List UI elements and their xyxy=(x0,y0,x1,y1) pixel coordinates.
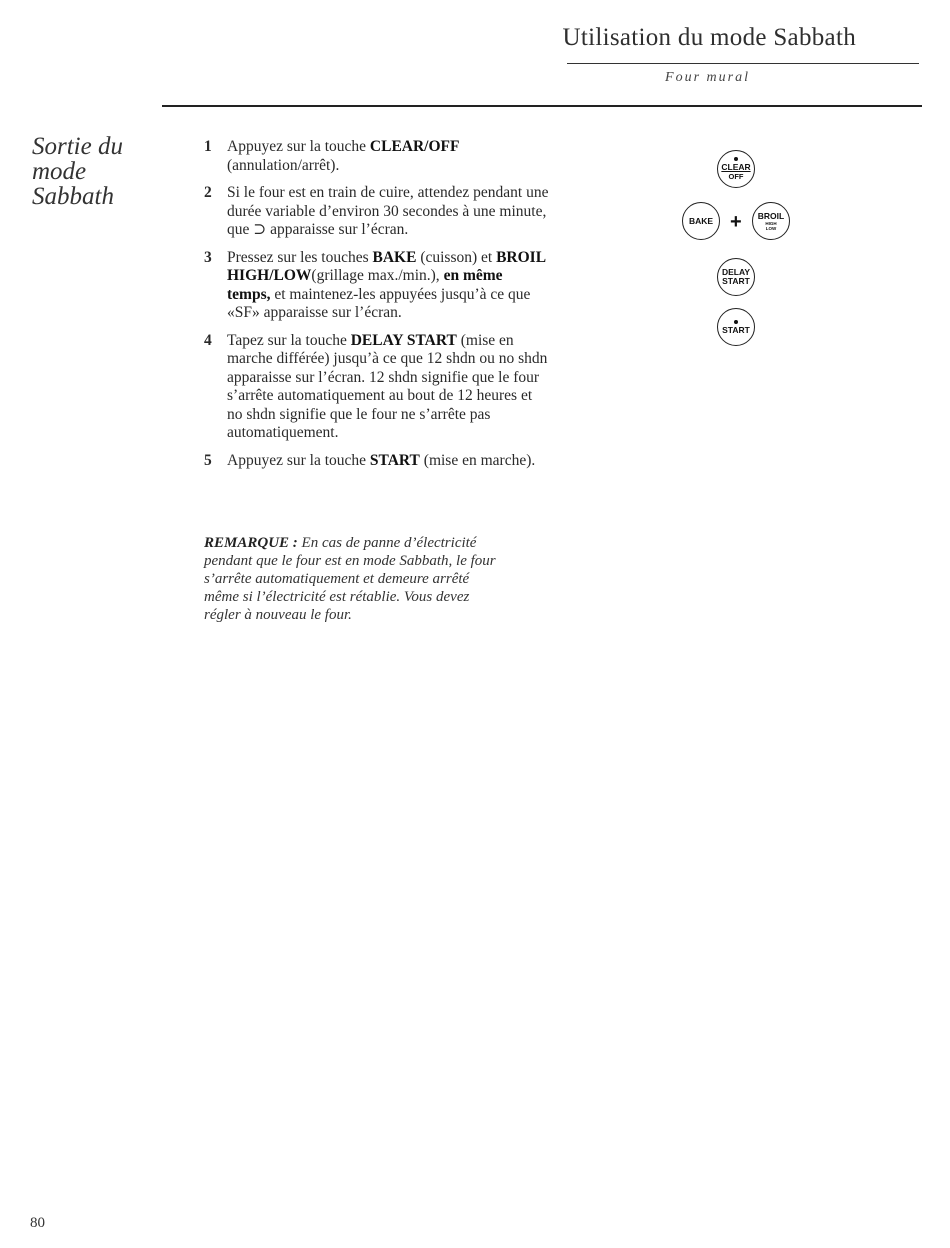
off-key-label: OFF xyxy=(728,172,744,181)
step-text: (cuisson) et xyxy=(416,248,497,266)
step-number: 4 xyxy=(204,331,212,349)
plus-symbol: + xyxy=(730,211,742,233)
step-number: 1 xyxy=(204,138,212,155)
step-text: (grillage max./min.), xyxy=(311,267,444,284)
step-item xyxy=(204,138,549,175)
step-text: Si le four est en train de cuire, attendez pendant une durée variable d’environ 30 secondes à une minute, que ⊃ apparaisse sur l’écran. xyxy=(227,184,549,238)
broil-low-label: LOW xyxy=(765,225,777,231)
header-divider xyxy=(162,105,922,107)
section-heading-line: Sabbath xyxy=(32,183,114,210)
section-heading-line: mode xyxy=(32,158,87,185)
delay-start-key-label: START xyxy=(722,276,750,286)
page-number: 80 xyxy=(30,1215,45,1231)
step-text: (annulation/arrêt). xyxy=(227,156,340,174)
title-divider xyxy=(567,63,919,64)
step-item xyxy=(204,184,549,240)
step-key-name: BAKE xyxy=(372,248,417,266)
step-key-name: DELAY START xyxy=(350,331,457,349)
indicator-dot-icon xyxy=(734,157,738,161)
step-text: Appuyez sur la touche xyxy=(227,138,370,155)
clear-off-key xyxy=(717,150,755,188)
start-key xyxy=(717,308,755,346)
broil-high-low-key xyxy=(752,202,790,240)
note-text: En cas de panne d’électricité pendant que le four est en mode Sabbath, le four s’arrête automatiquement et demeure arrêté même si l’électricité est rétablie. Vous devez régler à nouveau le four. xyxy=(204,535,496,623)
broil-key-label: BROIL xyxy=(757,210,785,221)
step-item xyxy=(204,249,549,323)
step-text: Pressez sur les touches xyxy=(227,248,373,266)
note-paragraph xyxy=(204,534,504,624)
section-heading-line: Sortie du xyxy=(32,133,123,160)
clear-key-label: CLEAR xyxy=(721,162,751,172)
page-title: Utilisation du mode Sabbath xyxy=(562,24,856,51)
section-heading xyxy=(32,134,152,209)
instruction-steps xyxy=(204,138,549,479)
delay-key-label: DELAY xyxy=(721,267,751,277)
step-text: Tapez sur la touche xyxy=(227,331,351,349)
broil-high-label: HIGH xyxy=(765,220,777,226)
step-key-name: START xyxy=(369,451,420,469)
step-text: Appuyez sur la touche xyxy=(227,451,370,469)
indicator-dot-icon xyxy=(734,320,738,324)
step-text: (mise en marche). xyxy=(419,451,536,469)
step-item xyxy=(204,452,549,471)
step-text: (mise en marche différée) jusqu’à ce que 12 shdn ou no shdn apparaisse sur l’écran. 12 shdn signifie que le four s’arrête automatiquement au bout de 12 heures et no shdn signifie que le four ne s’arrête pas automatiquement. xyxy=(227,331,548,441)
step-key-name: CLEAR/OFF xyxy=(369,138,460,155)
step-key-name: en même temps, xyxy=(227,267,503,303)
delay-start-key xyxy=(717,258,755,296)
bake-key xyxy=(682,202,720,240)
step-number: 2 xyxy=(204,184,212,201)
start-key-label: START xyxy=(722,324,750,335)
step-text: et maintenez-les appuyées jusqu’à ce que «SF» apparaisse sur l’écran. xyxy=(227,285,531,321)
step-number: 3 xyxy=(204,248,212,266)
note-label: REMARQUE : xyxy=(204,535,298,551)
step-number: 5 xyxy=(204,451,212,469)
page-subtitle: Four mural xyxy=(665,70,750,85)
bake-key-label: BAKE xyxy=(688,215,714,226)
step-item xyxy=(204,332,549,443)
step-key-name: BROIL HIGH/LOW xyxy=(227,248,546,284)
